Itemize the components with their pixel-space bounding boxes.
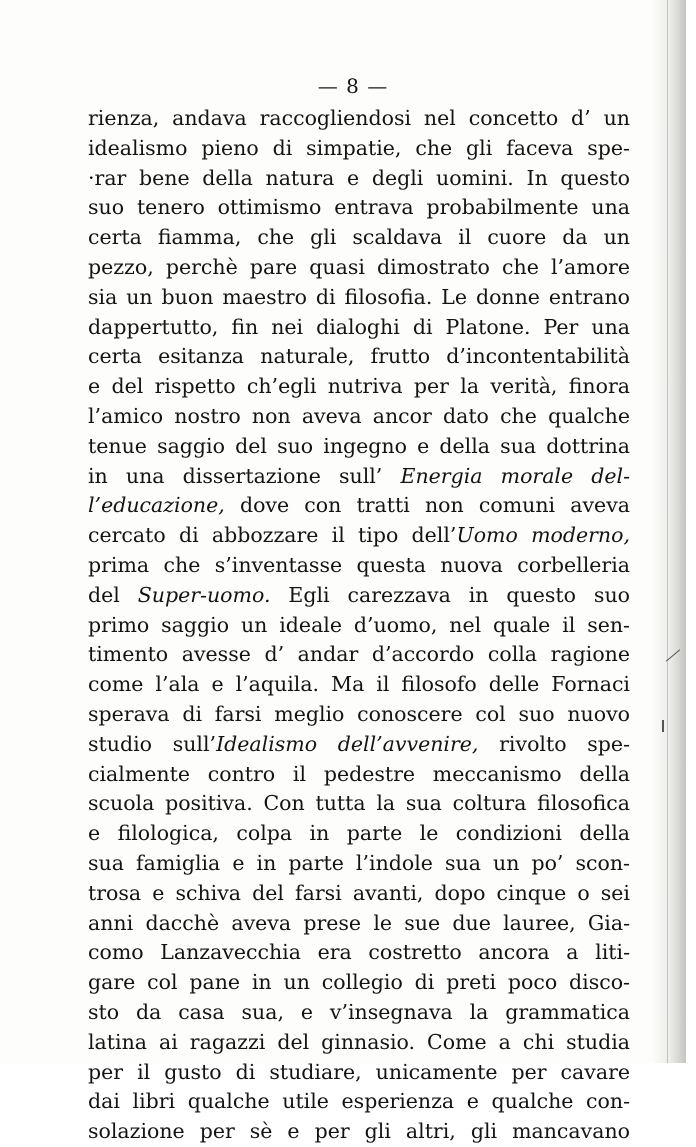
text-segment: e filologica, colpa in parte le condizioni della	[88, 821, 630, 846]
text-segment: del	[88, 582, 138, 607]
text-line	[88, 1117, 630, 1147]
text-segment: sua famiglia e in parte l’indole sua un po’ scon-	[88, 850, 630, 875]
text-line	[88, 134, 630, 164]
text-line	[88, 372, 630, 402]
text-segment: scuola positiva. Con tutta la sua coltura filosofica	[88, 791, 630, 816]
text-line	[88, 879, 630, 909]
page-number: — 8 —	[317, 74, 389, 98]
text-line	[88, 402, 630, 432]
text-line	[88, 164, 630, 194]
italic-title: Super-uomo.	[137, 582, 271, 607]
text-segment: certa fiamma, che gli scaldava il cuore da un	[88, 225, 630, 250]
text-line	[88, 462, 630, 492]
text-line	[88, 968, 630, 998]
text-segment: in una dissertazione sull’	[88, 463, 401, 488]
italic-title: l’educazione,	[88, 493, 225, 518]
text-line	[88, 253, 630, 283]
text-segment: como Lanzavecchia era costretto ancora a liti-	[88, 940, 630, 965]
text-segment: anni dacchè aveva prese le sue due lauree, Gia-	[88, 910, 630, 935]
text-segment: rivolto spe-	[478, 731, 630, 756]
text-segment: cercato di abbozzare il tipo dell’	[88, 523, 457, 548]
text-line	[88, 700, 630, 730]
text-line	[88, 1028, 630, 1058]
text-segment: l’amico nostro non aveva ancor dato che qualche	[88, 403, 630, 428]
text-segment: primo saggio un ideale d’uomo, nel quale il sen-	[88, 612, 630, 637]
text-line	[88, 1087, 630, 1117]
text-line	[88, 998, 630, 1028]
text-segment: latina ai ragazzi del ginnasio. Come a chi studia	[88, 1029, 630, 1054]
text-line	[88, 432, 630, 462]
text-line	[88, 193, 630, 223]
text-line	[88, 640, 630, 670]
text-line	[88, 611, 630, 641]
text-segment: studio sull’	[88, 731, 217, 756]
italic-title: Energia morale del-	[400, 463, 631, 488]
text-line	[88, 909, 630, 939]
text-line	[88, 581, 630, 611]
text-line	[88, 730, 630, 760]
text-line	[88, 819, 630, 849]
page-edge-line	[667, 0, 668, 1063]
text-segment: certa esitanza naturale, frutto d’incontentabilità	[88, 344, 630, 369]
text-segment: rienza, andava raccogliendosi nel concetto d’ un	[88, 106, 630, 130]
text-segment: come l’ala e l’aquila. Ma il filosofo delle Fornaci	[88, 672, 630, 697]
text-segment: solazione per sè e per gli altri, gli mancavano	[88, 1119, 630, 1144]
text-segment: sia un buon maestro di filosofia. Le donne entrano	[88, 284, 630, 309]
text-line	[88, 938, 630, 968]
text-line	[88, 283, 630, 313]
text-line	[88, 849, 630, 879]
text-segment: pezzo, perchè pare quasi dimostrato che l’amore	[88, 254, 630, 279]
text-segment: idealismo pieno di simpatie, che gli faceva spe-	[88, 135, 630, 160]
italic-title: Idealismo dell’avvenire,	[216, 731, 479, 756]
text-segment: dappertutto, fin nei dialoghi di Platone. Per una	[88, 314, 630, 339]
text-line	[88, 789, 630, 819]
text-line	[88, 491, 630, 521]
text-line	[88, 521, 630, 551]
text-segment: Egli carezzava in questo suo	[270, 582, 630, 607]
text-line	[88, 223, 630, 253]
text-line	[88, 1058, 630, 1088]
italic-title: Uomo moderno,	[456, 523, 630, 548]
text-segment: per il gusto di studiare, unicamente per cavare	[88, 1059, 630, 1084]
text-segment: e del rispetto ch’egli nutriva per la verità, finora	[88, 374, 630, 399]
text-segment: tenue saggio del suo ingegno e della sua dottrina	[88, 433, 630, 458]
body-text	[88, 104, 630, 1147]
text-line	[88, 342, 630, 372]
text-line	[88, 313, 630, 343]
text-line	[88, 760, 630, 790]
text-segment: trosa e schiva del farsi avanti, dopo cinque o sei	[88, 880, 630, 905]
text-segment: suo tenero ottimismo entrava probabilmente una	[88, 195, 630, 220]
text-segment: sto da casa sua, e v’insegnava la grammatica	[88, 999, 630, 1024]
text-line	[88, 551, 630, 581]
text-segment: gare col pane in un collegio di preti poco disco-	[88, 970, 630, 995]
text-segment: dai libri qualche utile esperienza e qualche con-	[88, 1089, 630, 1114]
text-line	[88, 104, 630, 134]
page-edge-shadow	[652, 0, 686, 1063]
text-segment: sperava di farsi meglio conoscere col suo nuovo	[88, 701, 630, 726]
text-segment: ·rar bene della natura e degli uomini. In questo	[88, 165, 630, 190]
text-line	[88, 670, 630, 700]
text-segment: dove con tratti non comuni aveva	[224, 493, 630, 518]
text-segment: prima che s’inventasse questa nuova corbelleria	[88, 552, 630, 577]
text-segment: cialmente contro il pedestre meccanismo della	[88, 761, 630, 786]
scan-mark	[662, 720, 664, 732]
text-segment: timento avesse d’ andar d’accordo colla ragione	[88, 642, 630, 667]
